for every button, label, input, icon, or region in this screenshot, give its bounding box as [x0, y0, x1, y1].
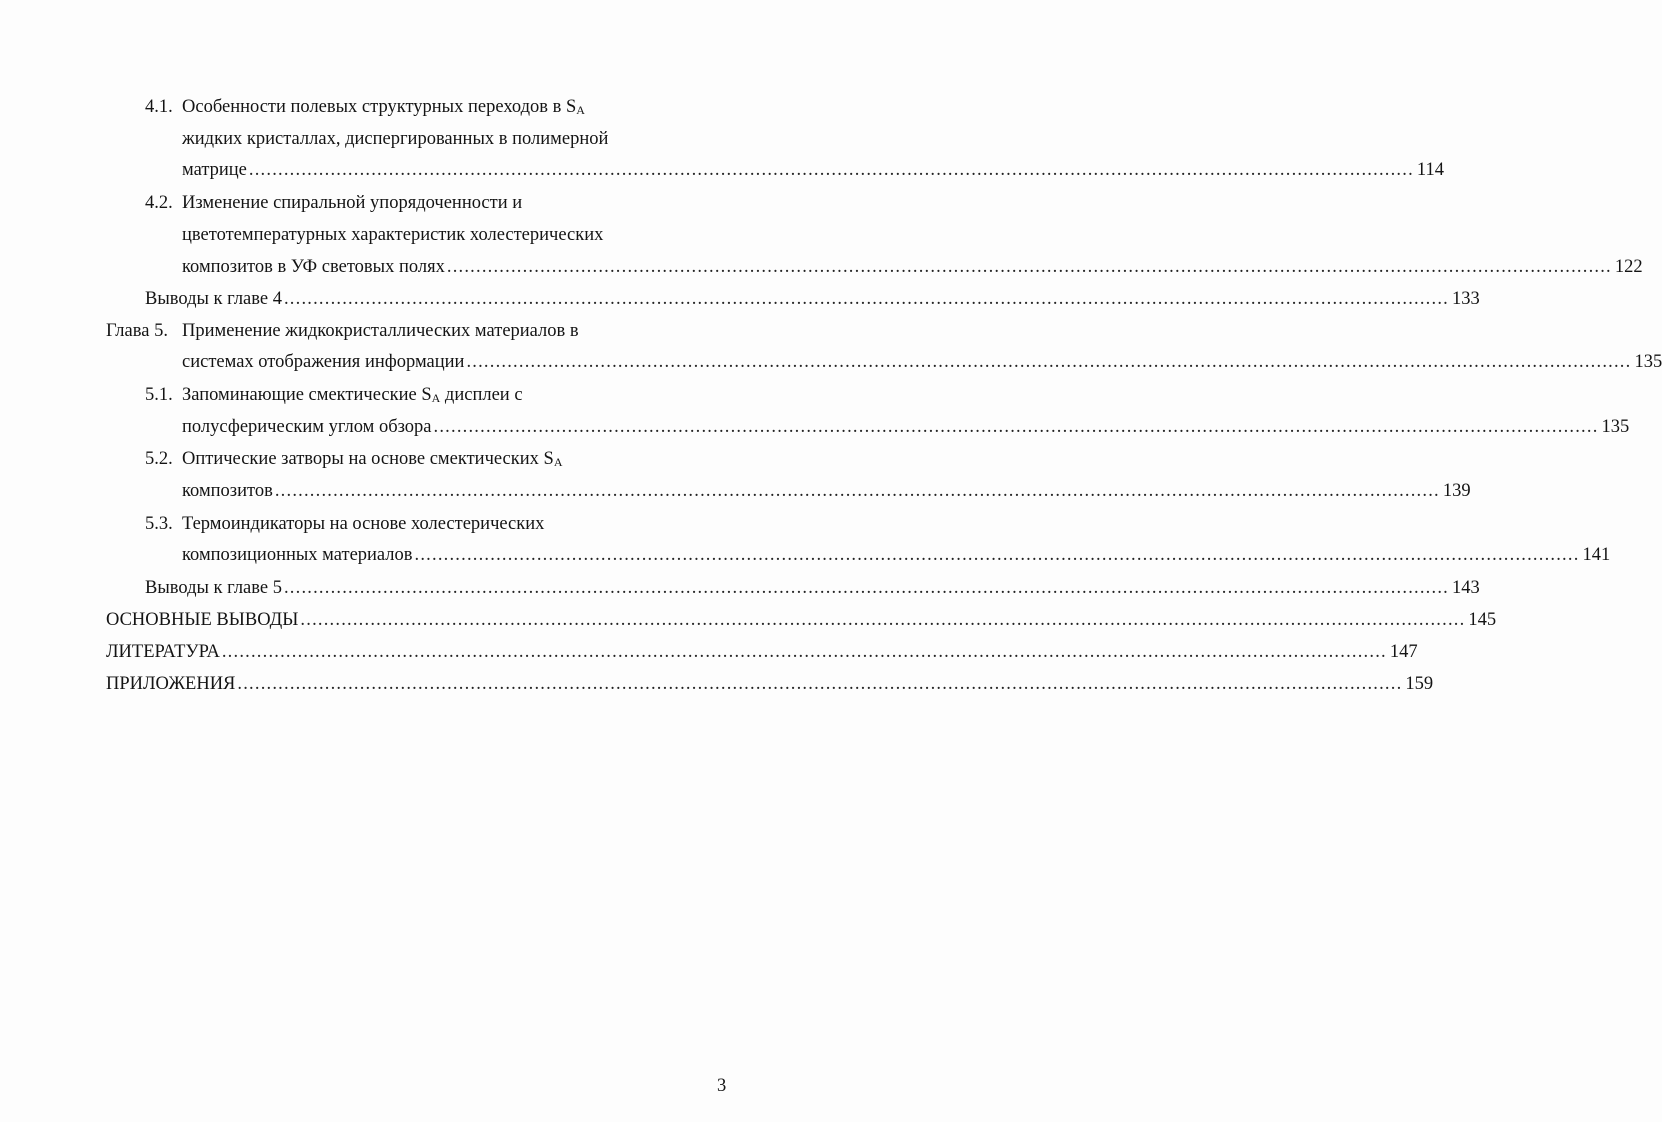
toc-entry-5-1-line-2[interactable] — [182, 412, 1630, 442]
entry-page-number: 135 — [1601, 417, 1630, 437]
entry-title: ПРИЛОЖЕНИЯ — [106, 674, 236, 694]
toc-entry-5-3-line-2[interactable] — [182, 540, 1611, 570]
entry-page-number: 114 — [1416, 160, 1444, 180]
entry-title: ЛИТЕРАТУРА — [106, 642, 220, 662]
toc-entry-conclusions-5[interactable] — [145, 573, 1480, 603]
toc-entry-literature[interactable] — [106, 637, 1418, 667]
entry-title-continued: цветотемпературных характеристик холестерических — [182, 225, 604, 245]
dot-leader: ........................................................................................................................................................................................................ — [221, 642, 1387, 662]
entry-title: Термоиндикаторы на основе холестерических — [182, 514, 545, 534]
dot-leader: ........................................................................................................................................................................................................ — [433, 417, 1599, 437]
entry-title: Оптические затворы на основе смектических $S_A$ — [182, 449, 563, 469]
dot-leader: ........................................................................................................................................................................................................ — [300, 610, 1466, 630]
entry-page-number: 133 — [1451, 289, 1480, 309]
entry-page-number: 141 — [1582, 545, 1611, 565]
entry-page-number: 135 — [1634, 352, 1662, 372]
entry-title: Изменение спиральной упорядоченности и — [182, 193, 523, 213]
toc-entry-chapter-5-line-2[interactable] — [182, 347, 1662, 377]
entry-title-continued: жидких кристаллах, диспергированных в полимерной — [182, 129, 609, 149]
entry-title: Выводы к главе 4 — [145, 289, 282, 309]
section-number: 5.2. — [145, 449, 173, 469]
dot-leader: ........................................................................................................................................................................................................ — [466, 352, 1632, 372]
toc-entry-4-1-line-2 — [182, 124, 608, 154]
entry-page-number: 147 — [1389, 642, 1418, 662]
dot-leader: ........................................................................................................................................................................................................ — [446, 257, 1612, 277]
entry-page-number: 122 — [1614, 257, 1643, 277]
chapter-number: Глава 5. — [106, 321, 168, 341]
entry-title-end: матрице — [182, 160, 247, 180]
entry-title-end: системах отображения информации — [182, 352, 465, 372]
entry-title-end: композитов в УФ световых полях — [182, 257, 445, 277]
entry-title: Выводы к главе 5 — [145, 578, 282, 598]
dot-leader: ........................................................................................................................................................................................................ — [237, 674, 1403, 694]
entry-title: Особенности полевых структурных переходов в $S_A$ — [182, 97, 585, 117]
dot-leader: ........................................................................................................................................................................................................ — [283, 578, 1449, 598]
dot-leader: ........................................................................................................................................................................................................ — [274, 481, 1440, 501]
section-number: 4.2. — [145, 193, 173, 213]
entry-title-end: композиционных материалов — [182, 545, 413, 565]
entry-page-number: 145 — [1468, 610, 1497, 630]
toc-entry-conclusions-4[interactable] — [145, 284, 1480, 314]
toc-entry-4-2-line-3[interactable] — [182, 252, 1643, 282]
section-number: 5.1. — [145, 385, 173, 405]
entry-page-number: 143 — [1451, 578, 1480, 598]
section-number: 5.3. — [145, 514, 173, 534]
toc-entry-4-2-line-2 — [182, 220, 603, 250]
entry-title: Запоминающие смектические $S_A$ дисплеи с — [182, 385, 523, 405]
entry-title: ОСНОВНЫЕ ВЫВОДЫ — [106, 610, 299, 630]
dot-leader: ........................................................................................................................................................................................................ — [414, 545, 1580, 565]
entry-title-end: полусферическим углом обзора — [182, 417, 432, 437]
toc-entry-5-2-line-2[interactable] — [182, 476, 1471, 506]
dot-leader: ........................................................................................................................................................................................................ — [283, 289, 1449, 309]
dot-leader: ........................................................................................................................................................................................................ — [248, 160, 1414, 180]
entry-page-number: 139 — [1442, 481, 1471, 501]
toc-entry-main-conclusions[interactable] — [106, 605, 1497, 635]
toc-entry-4-1-line-3[interactable] — [182, 155, 1444, 185]
entry-title: Применение жидкокристаллических материалов в — [182, 321, 579, 341]
toc-entry-appendices[interactable] — [106, 669, 1434, 699]
page-number: 3 — [717, 1076, 727, 1096]
entry-title-end: композитов — [182, 481, 273, 501]
entry-page-number: 159 — [1405, 674, 1434, 694]
section-number: 4.1. — [145, 97, 173, 117]
